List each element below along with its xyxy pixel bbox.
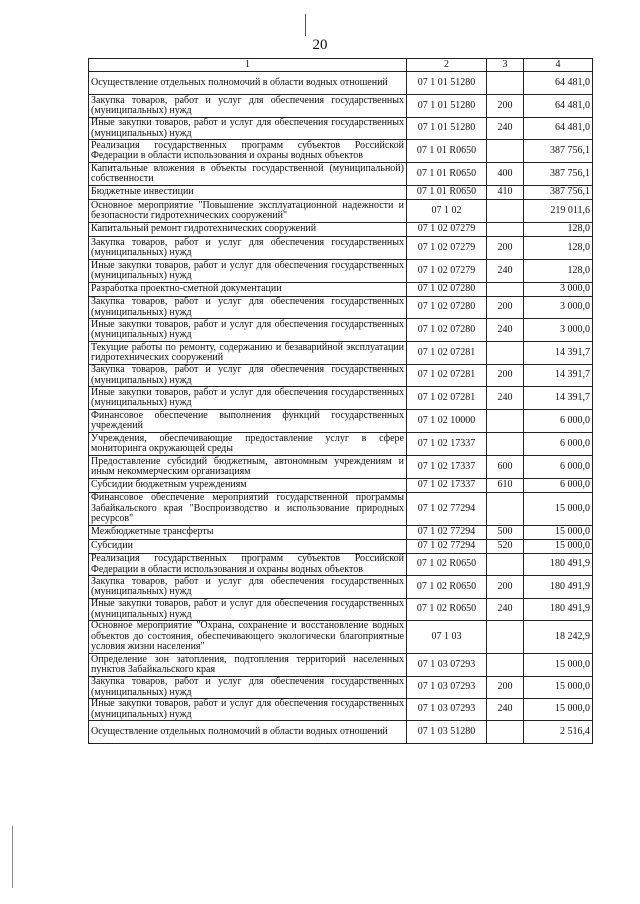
row-name-cell: Осуществление отдельных полномочий в области водных отношений (89, 72, 407, 95)
row-name-cell: Субсидии (89, 540, 407, 554)
row-code-cell: 07 1 01 51280 (407, 118, 487, 140)
row-name-cell: Иные закупки товаров, работ и услуг для обеспечения государственных (муниципальных) нужд (89, 599, 407, 621)
row-code-cell: 07 1 02 07281 (407, 365, 487, 387)
row-amount-cell: 15 000,0 (524, 493, 593, 526)
row-name-cell: Определение зон затопления, подтопления территорий населенных пунктов Забайкальского края (89, 654, 407, 677)
column-header-1: 1 (89, 59, 407, 72)
row-type-cell (487, 72, 524, 95)
row-code-cell: 07 1 02 07279 (407, 260, 487, 283)
row-code-cell: 07 1 01 R0650 (407, 186, 487, 200)
row-code-cell: 07 1 02 77294 (407, 493, 487, 526)
table-row (89, 721, 593, 744)
table-row (89, 223, 593, 237)
row-code-cell: 07 1 02 17337 (407, 479, 487, 493)
column-header-3: 3 (487, 59, 524, 72)
table-row (89, 526, 593, 540)
row-code-cell: 07 1 02 07279 (407, 223, 487, 237)
row-type-cell: 240 (487, 260, 524, 283)
table-row (89, 365, 593, 387)
row-name-cell: Субсидии бюджетным учреждениям (89, 479, 407, 493)
row-code-cell: 07 1 03 07293 (407, 654, 487, 677)
row-type-cell (487, 554, 524, 576)
row-name-cell: Иные закупки товаров, работ и услуг для обеспечения государственных (муниципальных) нужд (89, 387, 407, 410)
table-row (89, 479, 593, 493)
row-type-cell (487, 654, 524, 677)
row-name-cell: Межбюджетные трансферты (89, 526, 407, 540)
row-name-cell: Закупка товаров, работ и услуг для обеспечения государственных (муниципальных) нужд (89, 95, 407, 118)
page-number: 20 (312, 37, 328, 53)
row-code-cell: 07 1 02 (407, 200, 487, 223)
row-code-cell: 07 1 03 07293 (407, 699, 487, 721)
table-row (89, 95, 593, 118)
table-row (89, 200, 593, 223)
row-type-cell: 240 (487, 118, 524, 140)
row-type-cell: 520 (487, 540, 524, 554)
table-row (89, 554, 593, 576)
column-header-2: 2 (407, 59, 487, 72)
table-row (89, 118, 593, 140)
row-amount-cell: 15 000,0 (524, 677, 593, 699)
row-type-cell (487, 621, 524, 654)
row-type-cell (487, 200, 524, 223)
row-name-cell: Текущие работы по ремонту, содержанию и безаварийной эксплуатации гидротехнических сооружений (89, 342, 407, 365)
row-type-cell (487, 721, 524, 744)
table-row (89, 410, 593, 433)
row-amount-cell: 128,0 (524, 237, 593, 260)
row-name-cell: Разработка проектно-сметной документации (89, 283, 407, 297)
row-name-cell: Закупка товаров, работ и услуг для обеспечения государственных (муниципальных) нужд (89, 576, 407, 599)
row-amount-cell: 387 756,1 (524, 140, 593, 163)
row-code-cell: 07 1 01 51280 (407, 95, 487, 118)
row-amount-cell: 219 011,6 (524, 200, 593, 223)
row-type-cell: 240 (487, 319, 524, 342)
table-row (89, 387, 593, 410)
row-amount-cell: 15 000,0 (524, 540, 593, 554)
row-type-cell: 240 (487, 699, 524, 721)
row-type-cell: 240 (487, 599, 524, 621)
table-row (89, 493, 593, 526)
row-type-cell (487, 433, 524, 456)
row-type-cell (487, 493, 524, 526)
row-name-cell: Реализация государственных программ субъектов Российской Федерации в области использования и охраны водных объектов (89, 140, 407, 163)
row-amount-cell: 6 000,0 (524, 433, 593, 456)
row-type-cell: 600 (487, 456, 524, 479)
row-name-cell: Закупка товаров, работ и услуг для обеспечения государственных (муниципальных) нужд (89, 365, 407, 387)
row-type-cell (487, 342, 524, 365)
row-type-cell (487, 410, 524, 433)
table-row (89, 163, 593, 186)
row-name-cell: Финансовое обеспечение выполнения функций государственных учреждений (89, 410, 407, 433)
row-code-cell: 07 1 02 77294 (407, 540, 487, 554)
row-name-cell: Учреждения, обеспечивающие предоставление услуг в сфере мониторинга окружающей среды (89, 433, 407, 456)
row-amount-cell: 15 000,0 (524, 699, 593, 721)
table-row (89, 319, 593, 342)
row-name-cell: Капитальный ремонт гидротехнических сооружений (89, 223, 407, 237)
table-row (89, 297, 593, 319)
row-amount-cell: 15 000,0 (524, 526, 593, 540)
binder-mark (305, 14, 306, 36)
row-code-cell: 07 1 01 R0650 (407, 140, 487, 163)
row-amount-cell: 18 242,9 (524, 621, 593, 654)
table-row (89, 433, 593, 456)
table-row (89, 260, 593, 283)
row-type-cell: 200 (487, 576, 524, 599)
row-amount-cell: 14 391,7 (524, 387, 593, 410)
row-type-cell: 410 (487, 186, 524, 200)
row-type-cell: 500 (487, 526, 524, 540)
row-code-cell: 07 1 02 07279 (407, 237, 487, 260)
row-type-cell (487, 283, 524, 297)
row-type-cell: 200 (487, 297, 524, 319)
table-body (89, 72, 593, 744)
row-name-cell: Реализация государственных программ субъектов Российской Федерации в области использования и охраны водных объектов (89, 554, 407, 576)
row-code-cell: 07 1 02 07280 (407, 283, 487, 297)
row-amount-cell: 180 491,9 (524, 554, 593, 576)
scan-edge-line (12, 826, 13, 888)
row-type-cell (487, 223, 524, 237)
table-row (89, 456, 593, 479)
row-code-cell: 07 1 02 07280 (407, 319, 487, 342)
row-name-cell: Капитальные вложения в объекты государственной (муниципальной) собственности (89, 163, 407, 186)
row-amount-cell: 64 481,0 (524, 95, 593, 118)
row-name-cell: Иные закупки товаров, работ и услуг для обеспечения государственных (муниципальных) нужд (89, 260, 407, 283)
row-name-cell: Закупка товаров, работ и услуг для обеспечения государственных (муниципальных) нужд (89, 297, 407, 319)
table-row (89, 699, 593, 721)
table-row (89, 599, 593, 621)
table-row (89, 186, 593, 200)
row-amount-cell: 3 000,0 (524, 283, 593, 297)
row-amount-cell: 180 491,9 (524, 599, 593, 621)
row-name-cell: Иные закупки товаров, работ и услуг для обеспечения государственных (муниципальных) нужд (89, 699, 407, 721)
table-row (89, 677, 593, 699)
row-code-cell: 07 1 02 07280 (407, 297, 487, 319)
table-row (89, 72, 593, 95)
row-code-cell: 07 1 02 R0650 (407, 599, 487, 621)
row-type-cell: 200 (487, 677, 524, 699)
row-code-cell: 07 1 02 07281 (407, 342, 487, 365)
row-code-cell: 07 1 03 07293 (407, 677, 487, 699)
table-header-row (89, 59, 593, 72)
row-name-cell: Основное мероприятие "Повышение эксплуатационной надежности и безопасности гидротехнических сооружений" (89, 200, 407, 223)
table-row (89, 237, 593, 260)
row-amount-cell: 3 000,0 (524, 297, 593, 319)
row-code-cell: 07 1 03 51280 (407, 721, 487, 744)
row-code-cell: 07 1 02 R0650 (407, 554, 487, 576)
row-amount-cell: 6 000,0 (524, 410, 593, 433)
row-amount-cell: 64 481,0 (524, 72, 593, 95)
row-name-cell: Финансовое обеспечение мероприятий государственной программы Забайкальского края "Воспроизводство и использование природных ресурсов" (89, 493, 407, 526)
row-code-cell: 07 1 01 51280 (407, 72, 487, 95)
row-amount-cell: 3 000,0 (524, 319, 593, 342)
row-name-cell: Закупка товаров, работ и услуг для обеспечения государственных (муниципальных) нужд (89, 237, 407, 260)
row-code-cell: 07 1 02 17337 (407, 456, 487, 479)
row-code-cell: 07 1 01 R0650 (407, 163, 487, 186)
row-name-cell: Основное мероприятие "Охрана, сохранение и восстановление водных объектов до состояния, обеспечивающего экологически благоприятные условия жизни населения" (89, 621, 407, 654)
row-code-cell: 07 1 02 77294 (407, 526, 487, 540)
row-type-cell (487, 140, 524, 163)
row-type-cell: 200 (487, 95, 524, 118)
table-row (89, 140, 593, 163)
row-amount-cell: 128,0 (524, 223, 593, 237)
row-amount-cell: 2 516,4 (524, 721, 593, 744)
row-name-cell: Осуществление отдельных полномочий в области водных отношений (89, 721, 407, 744)
row-amount-cell: 14 391,7 (524, 365, 593, 387)
table-row (89, 576, 593, 599)
table-row (89, 342, 593, 365)
row-name-cell: Иные закупки товаров, работ и услуг для обеспечения государственных (муниципальных) нужд (89, 118, 407, 140)
row-amount-cell: 15 000,0 (524, 654, 593, 677)
table-row (89, 283, 593, 297)
row-amount-cell: 6 000,0 (524, 479, 593, 493)
row-name-cell: Иные закупки товаров, работ и услуг для обеспечения государственных (муниципальных) нужд (89, 319, 407, 342)
row-amount-cell: 14 391,7 (524, 342, 593, 365)
row-amount-cell: 180 491,9 (524, 576, 593, 599)
budget-table (88, 58, 593, 744)
row-type-cell: 400 (487, 163, 524, 186)
row-amount-cell: 128,0 (524, 260, 593, 283)
row-name-cell: Бюджетные инвестиции (89, 186, 407, 200)
table-row (89, 654, 593, 677)
row-code-cell: 07 1 02 17337 (407, 433, 487, 456)
row-code-cell: 07 1 02 R0650 (407, 576, 487, 599)
row-amount-cell: 387 756,1 (524, 163, 593, 186)
row-type-cell: 200 (487, 365, 524, 387)
row-name-cell: Закупка товаров, работ и услуг для обеспечения государственных (муниципальных) нужд (89, 677, 407, 699)
table-row (89, 621, 593, 654)
row-name-cell: Предоставление субсидий бюджетным, автономным учреждениям и иным некоммерческим организациям (89, 456, 407, 479)
row-amount-cell: 64 481,0 (524, 118, 593, 140)
table-row (89, 540, 593, 554)
row-type-cell: 610 (487, 479, 524, 493)
row-code-cell: 07 1 02 07281 (407, 387, 487, 410)
row-type-cell: 240 (487, 387, 524, 410)
row-amount-cell: 6 000,0 (524, 456, 593, 479)
row-code-cell: 07 1 02 10000 (407, 410, 487, 433)
row-type-cell: 200 (487, 237, 524, 260)
column-header-4: 4 (524, 59, 593, 72)
row-amount-cell: 387 756,1 (524, 186, 593, 200)
row-code-cell: 07 1 03 (407, 621, 487, 654)
